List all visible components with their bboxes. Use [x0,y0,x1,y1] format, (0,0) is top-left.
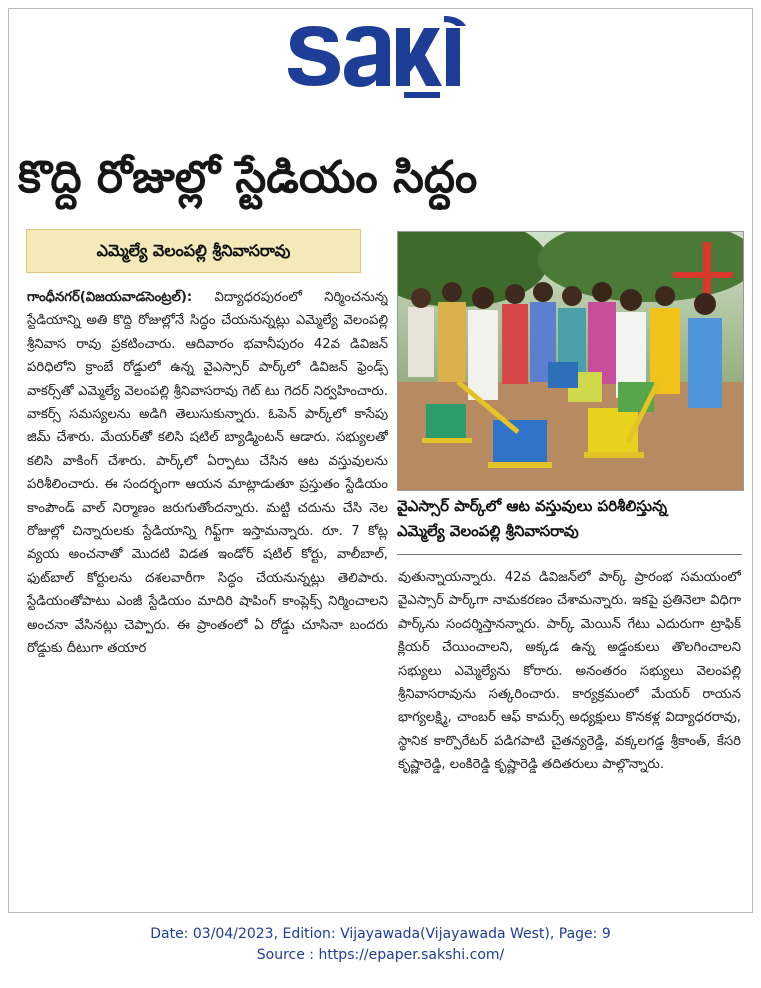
clipping-footer [0,924,761,966]
sakshi-logo [284,14,478,100]
photo-caption-line-1: వైఎస్సార్ పార్క్‌లో ఆట వస్తువులు పరిశీలిస్తున్న [397,497,668,515]
park-scene-illustration [398,232,743,490]
caption-divider [397,554,742,555]
sakshi-logo-graphic [284,14,478,100]
article-body-part-1: విద్యాధరపురంలో నిర్మించనున్న స్టేడియాన్ని అతి కొద్ది రోజుల్లోనే సిద్ధం చేయనున్నట్లు ఎమ్మెల్యే వెలంపల్లి శ్రీనివాస రావు ప్రకటించారు. ఆదివారం భవానీపురం 42వ డివిజన్ పరిధిలోని క్రాంబే రోడ్డులో ఉన్న వైఎస్సార్ పార్క్‌లో డివిజన్ ఫ్రెండ్స్ వాకర్స్‌తో ఎమ్మెల్యే వెలంపల్లి శ్రీనివాసరావు గెట్ టు గెదర్ నిర్వహించారు. వాకర్స్ సమస్యలను అడిగి తెలుసుకున్నారు. ఓపెన్ పార్క్‌లో కాసేపు జిమ్ చేశారు. మేయర్‌తో కలిసి షటిల్ బ్యాడ్మింటన్ ఆడారు. సభ్యులతో కలిసి వాకింగ్ చేశారు. పార్క్‌లో ఏర్పాటు చేసిన ఆట వస్తువులను పరిశీలించారు. ఈ సందర్భంగా ఆయన మాట్లాడుతూ ప్రస్తుతం స్టేడియం కాంపౌండ్ వాల్ నిర్మాణం జరుగుతోందన్నారు. మట్టి చదును చేసి నెల రోజుల్లో చిన్నారులకు స్టేడియాన్ని గిఫ్ట్‌గా ఇస్తామన్నారు. రూ. 7 కోట్ల వ్యయ అంచనాతో మొదటి విడత ఇండోర్ షటిల్ కోర్టు, వాలీబాల్, ఫుట్‌బాల్ కోర్టులను దశలవారీగా సిద్ధం చేయనున్నట్లు తెలిపారు. స్టేడియంతోపాటు ఎంజీ స్టేడియం మాదిరి షాపింగ్ కాంప్లెక్స్ నిర్మించాలని అంచనా వేసినట్లు చెప్పారు. ఈ ప్రాంతంలో ఏ రోడ్డు చూసినా బందరు రోడ్డుకు దీటుగా తయార [27,290,388,657]
headline: కొద్ది రోజుల్లో స్టేడియం సిద్ధం [18,152,478,203]
news-photo [397,231,744,491]
article-column-1 [27,286,388,898]
byline-box: ఎమ్మెల్యే వెలంపల్లి శ్రీనివాసరావు [26,229,361,273]
photo-caption [397,494,742,544]
footer-date-edition: Date: 03/04/2023, Edition: Vijayawada(Vijayawada West), Page: 9 [150,926,611,942]
dateline: గాంధీనగర్(విజయవాడసెంట్రల్): [27,290,193,305]
photo-caption-line-2: ఎమ్మెల్యే వెలంపల్లి శ్రీనివాసరావు [397,522,579,540]
footer-source-link[interactable]: Source : https://epaper.sakshi.com/ [256,947,505,963]
article-column-2: వుతున్నాయన్నారు. 42వ డివిజన్‌లో పార్క్ ప్రారంభ సమయంలో వైఎస్సార్ పార్క్‌గా నామకరణం చేశామన్నారు. ఇకపై ప్రతినెలా విధిగా పార్క్‌ను సందర్శిస్తానన్నారు. పార్క్ మెయిన్ గేటు ఎదురుగా ట్రాఫిక్ క్లియర్ చేయించాలని, అక్కడ ఉన్న అడ్డంకులు తొలగించాలని సభ్యులు ఎమ్మెల్యేను కోరారు. అనంతరం సభ్యులు వెలంపల్లి శ్రీనివాసరావును సత్కరించారు. కార్యక్రమంలో మేయర్ రాయన భాగ్యలక్ష్మి, చాంబర్ ఆఫ్ కామర్స్ అధ్యక్షులు కొనకళ్ల విద్యాధరరావు, స్థానిక కార్పొరేటర్ పడిగపాటి చైతన్యరెడ్డి, వక్కలగడ్డ శ్రీకాంత్, కేసరి కృష్ణారెడ్డి, లంకిరెడ్డి కృష్ణారెడ్డి తదితరులు పాల్గొన్నారు. [398,570,741,773]
